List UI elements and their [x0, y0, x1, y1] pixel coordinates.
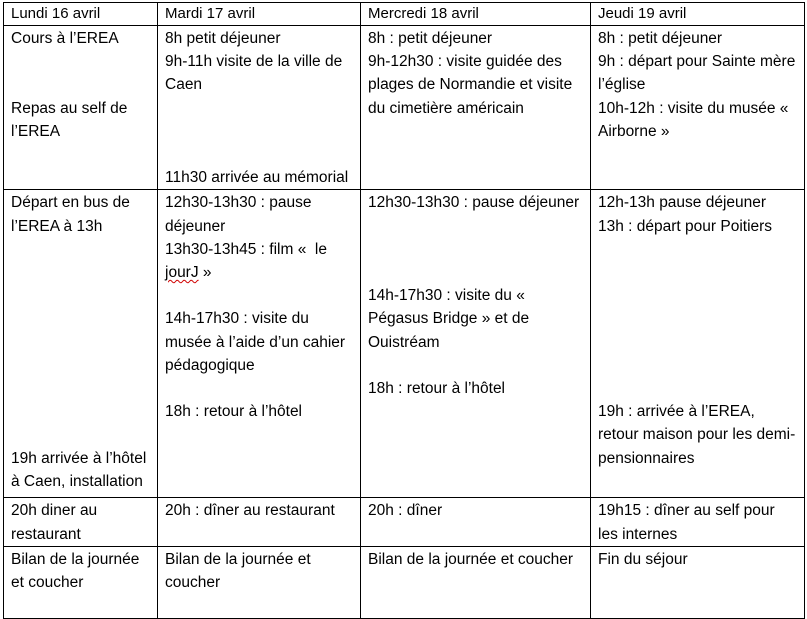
dinner-row: [4, 498, 805, 546]
cell-jeudi-dinner: 19h15 : dîner au self pour les internes: [591, 498, 805, 546]
cell-mercredi-morning: 8h : petit déjeuner 9h-12h30 : visite guidée des plages de Normandie et visite du cimetière américain: [361, 26, 591, 190]
mardi-afternoon-text-rest: » 14h-17h30 : visite du musée à l’aide d’un cahier pédagogique 18h : retour à l’hôtel: [165, 264, 346, 421]
cell-mardi-afternoon: [158, 190, 361, 498]
cell-mardi-morning: 8h petit déjeuner 9h-11h visite de la ville de Caen 11h30 arrivée au mémorial: [158, 26, 361, 190]
evening-row: [4, 546, 805, 618]
header-row: [4, 3, 805, 26]
cell-jeudi-evening: Fin du séjour: [591, 546, 805, 618]
cell-jeudi-afternoon: 12h-13h pause déjeuner 13h : départ pour Poitiers 19h : arrivée à l’EREA, retour maison pour les demi-pensionnaires: [591, 190, 805, 498]
cell-lundi-evening: Bilan de la journée et coucher: [4, 546, 158, 618]
morning-row: [4, 26, 805, 190]
header-lundi: Lundi 16 avril: [4, 3, 158, 26]
header-mercredi: Mercredi 18 avril: [361, 3, 591, 26]
header-mardi: Mardi 17 avril: [158, 3, 361, 26]
spellcheck-underlined-word: jourJ: [165, 264, 199, 282]
cell-mercredi-afternoon: 12h30-13h30 : pause déjeuner 14h-17h30 : visite du « Pégasus Bridge » et de Ouistréam 18h : retour à l’hôtel: [361, 190, 591, 498]
cell-mardi-evening: Bilan de la journée et coucher: [158, 546, 361, 618]
header-jeudi: Jeudi 19 avril: [591, 3, 805, 26]
cell-mercredi-evening: Bilan de la journée et coucher: [361, 546, 591, 618]
cell-lundi-dinner: 20h diner au restaurant: [4, 498, 158, 546]
cell-mardi-dinner: 20h : dîner au restaurant: [158, 498, 361, 546]
cell-lundi-morning: Cours à l’EREA Repas au self de l’EREA: [4, 26, 158, 190]
cell-jeudi-morning: 8h : petit déjeuner 9h : départ pour Sainte mère l’église 10h-12h : visite du musée « Airborne »: [591, 26, 805, 190]
schedule-table: [3, 2, 805, 619]
mardi-afternoon-text: 12h30-13h30 : pause déjeuner 13h30-13h45 : film « le: [165, 194, 327, 258]
cell-lundi-afternoon: Départ en bus de l’EREA à 13h 19h arrivée à l’hôtel à Caen, installation: [4, 190, 158, 498]
afternoon-row: [4, 190, 805, 498]
cell-mercredi-dinner: 20h : dîner: [361, 498, 591, 546]
